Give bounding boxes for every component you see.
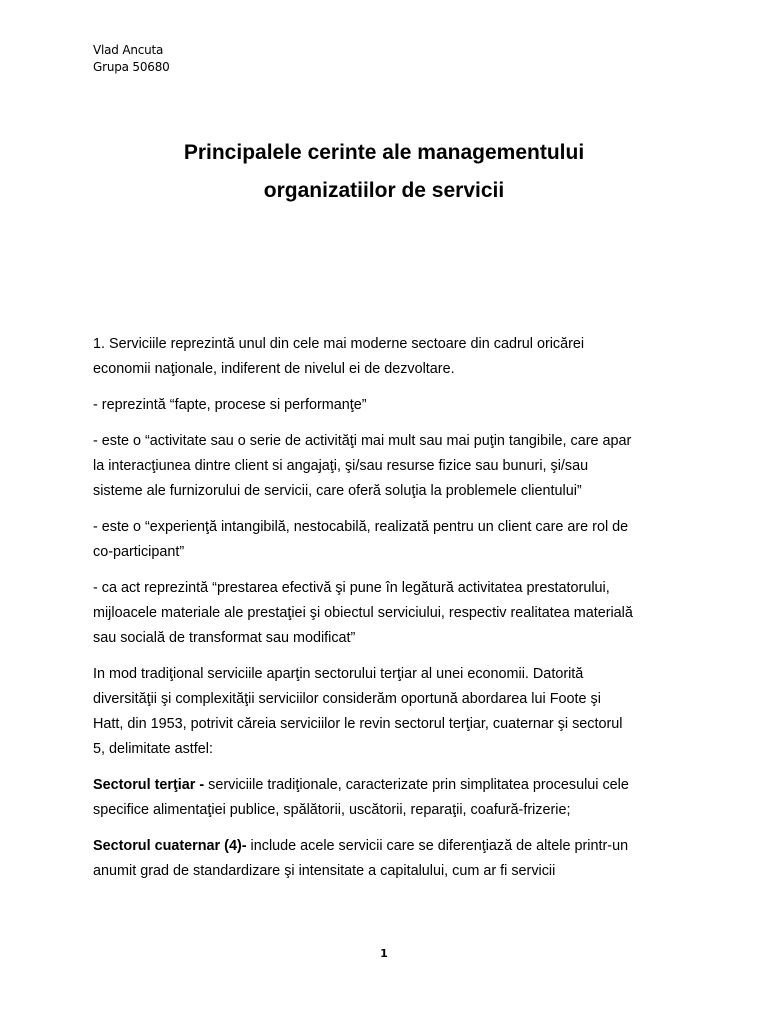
paragraph-definition-facts [93,393,693,418]
text-line: - ca act reprezintă “prestarea efectivă şi pune în legătură activitatea prestatorului, [93,580,610,596]
title-line-1: Principalele cerinte ale managementului [183,141,585,164]
paragraph-sector-tertiary [93,773,693,823]
text-line: 5, delimitate astfel: [93,741,213,757]
text-line: - este o “activitate sau o serie de activităţi mai mult sau mai puţin tangibile, care apar [93,433,632,449]
text-line: - este o “experienţă intangibilă, nestocabilă, realizată pentru un client care are rol de [93,519,629,535]
sector-description: include acele servicii care se diferenţiază de altele printr-un [246,838,629,854]
text-line: sisteme ale furnizorului de servicii, care oferă soluţia la problemele clientului” [93,483,582,499]
sector-description: serviciile tradiţionale, caracterizate prin simplitatea procesului cele [204,777,629,793]
page-number: 1 [380,947,388,960]
sector-label: Sectorul terţiar - [93,777,205,793]
text-line: Hatt, din 1953, potrivit căreia serviciilor le revin sectorul terţiar, cuaternar şi sectorul [93,716,623,732]
paragraph-definition-experience [93,515,693,565]
text-line: anumit grad de standardizare şi intensitate a capitalului, cum ar fi servicii [93,863,556,879]
sector-label: Sectorul cuaternar (4)- [93,838,247,854]
group-number: Grupa 50680 [93,60,170,74]
document-header [93,42,170,76]
text-line: co-participant” [93,544,185,560]
text-line: - reprezintă “fapte, procese si performanţe” [93,397,367,413]
text-line: economii naţionale, indiferent de nivelul ei de dezvoltare. [93,361,455,377]
document-body [93,332,693,895]
paragraph-definition-act [93,576,693,651]
author-name: Vlad Ancuta [93,43,164,57]
paragraph-definition-intro [93,332,693,382]
paragraph-definition-activity [93,429,693,504]
paragraph-traditional-sectors [93,662,693,762]
paragraph-sector-quaternary [93,834,693,884]
text-line: sau socială de transformat sau modificat” [93,630,356,646]
text-line: diversităţii şi complexităţii serviciilor considerăm oportună abordarea lui Foote şi [93,691,601,707]
text-line: In mod tradiţional serviciile aparţin sectorului terţiar al unei economii. Datorită [93,666,584,682]
text-line: la interacţiunea dintre client si angajaţi, şi/sau resurse fizice sau bunuri, şi/sau [93,458,589,474]
text-line: 1. Serviciile reprezintă unul din cele mai moderne sectoare din cadrul oricărei [93,336,585,352]
text-line [93,773,693,798]
title-line-2: organizatiilor de servicii [263,179,505,202]
text-line [93,834,693,859]
document-title [60,134,708,210]
text-line: mijloacele materiale ale prestaţiei şi obiectul serviciului, respectiv realitatea materială [93,605,633,621]
text-line: specifice alimentaţiei publice, spălătorii, uscătorii, reparaţii, coafură-frizerie; [93,802,571,818]
